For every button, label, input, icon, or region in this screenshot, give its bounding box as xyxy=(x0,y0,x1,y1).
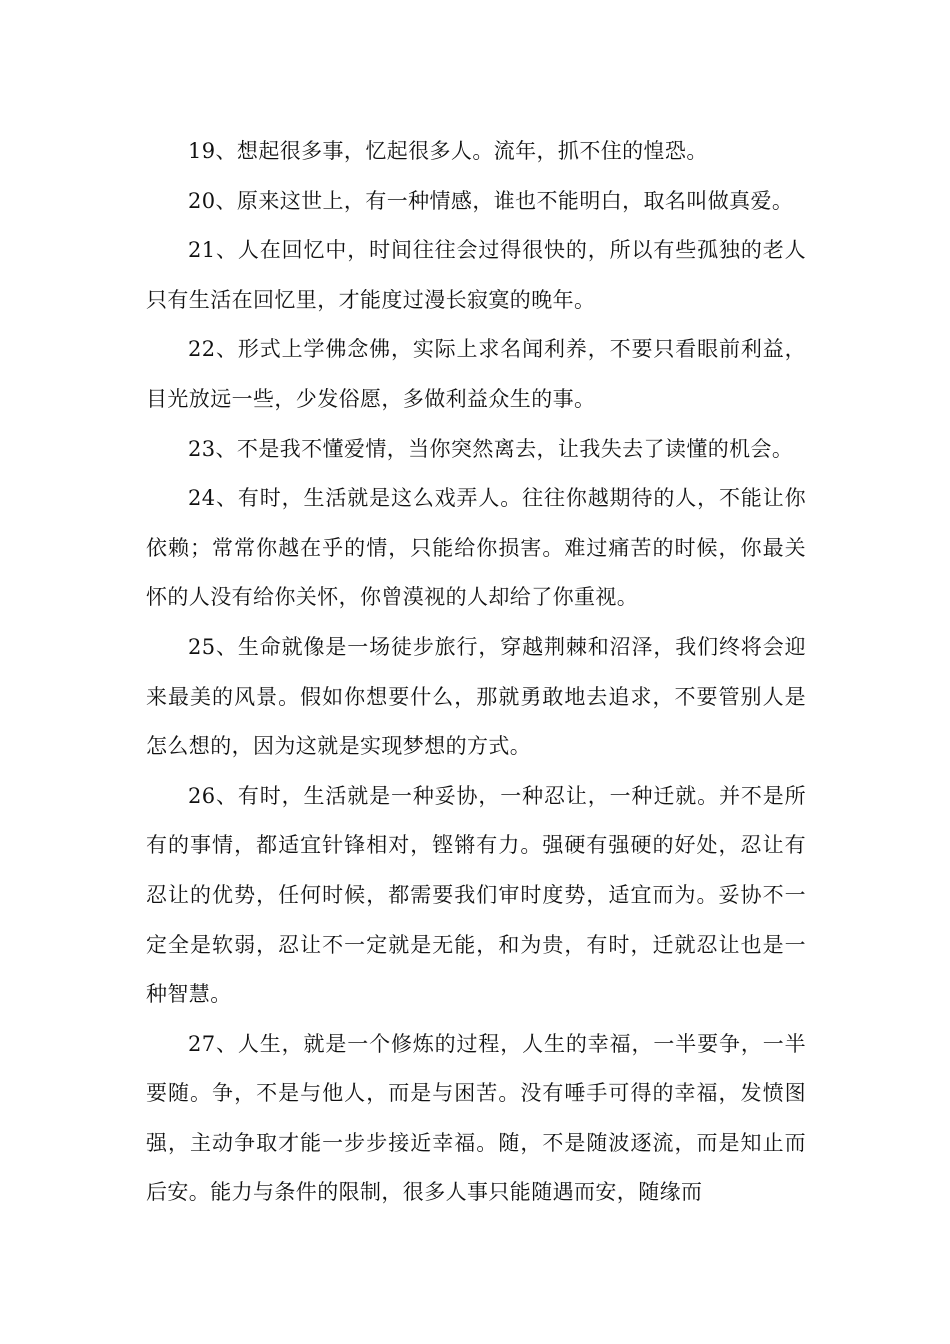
paragraph-24: 24、有时，生活就是这么戏弄人。往往你越期待的人，不能让你依赖；常常你越在乎的情，只能给你损害。难过痛苦的时候，你最关怀的人没有给你关怀，你曾漠视的人却给了你重视。 xyxy=(146,486,806,610)
paragraph-26: 26、有时，生活就是一种妥协，一种忍让，一种迁就。并不是所有的事情，都适宜针锋相对，铿锵有力。强硬有强硬的好处，忍让有忍让的优势，任何时候，都需要我们审时度势，适宜而为。妥协不一定全是软弱，忍让不一定就是无能，和为贵，有时，迁就忍让也是一种智慧。 xyxy=(146,783,806,1007)
paragraph-27: 27、人生，就是一个修炼的过程，人生的幸福，一半要争，一半要随。争，不是与他人，而是与困苦。没有唾手可得的幸福，发愤图强，主动争取才能一步步接近幸福。随，不是随波逐流，而是知止而后安。能力与条件的限制，很多人事只能随遇而安，随缘而 xyxy=(146,1031,806,1205)
document-body xyxy=(146,127,806,1218)
paragraph-20: 20、原来这世上，有一种情感，谁也不能明白，取名叫做真爱。 xyxy=(188,188,794,213)
paragraph-25: 25、生命就像是一场徒步旅行，穿越荆棘和沼泽，我们终将会迎来最美的风景。假如你想要什么，那就勇敢地去追求，不要管别人是怎么想的，因为这就是实现梦想的方式。 xyxy=(146,634,806,759)
paragraph-19: 19、想起很多事，忆起很多人。流年，抓不住的惶恐。 xyxy=(188,139,708,163)
paragraph-21: 21、人在回忆中，时间往往会过得很快的，所以有些孤独的老人只有生活在回忆里，才能度过漫长寂寞的晚年。 xyxy=(146,238,806,312)
paragraph-23: 23、不是我不懂爱情，当你突然离去，让我失去了读懂的机会。 xyxy=(188,436,794,461)
paragraph-22: 22、形式上学佛念佛，实际上求名闻利养，不要只看眼前利益，目光放远一些，少发俗愿，多做利益众生的事。 xyxy=(146,337,806,411)
